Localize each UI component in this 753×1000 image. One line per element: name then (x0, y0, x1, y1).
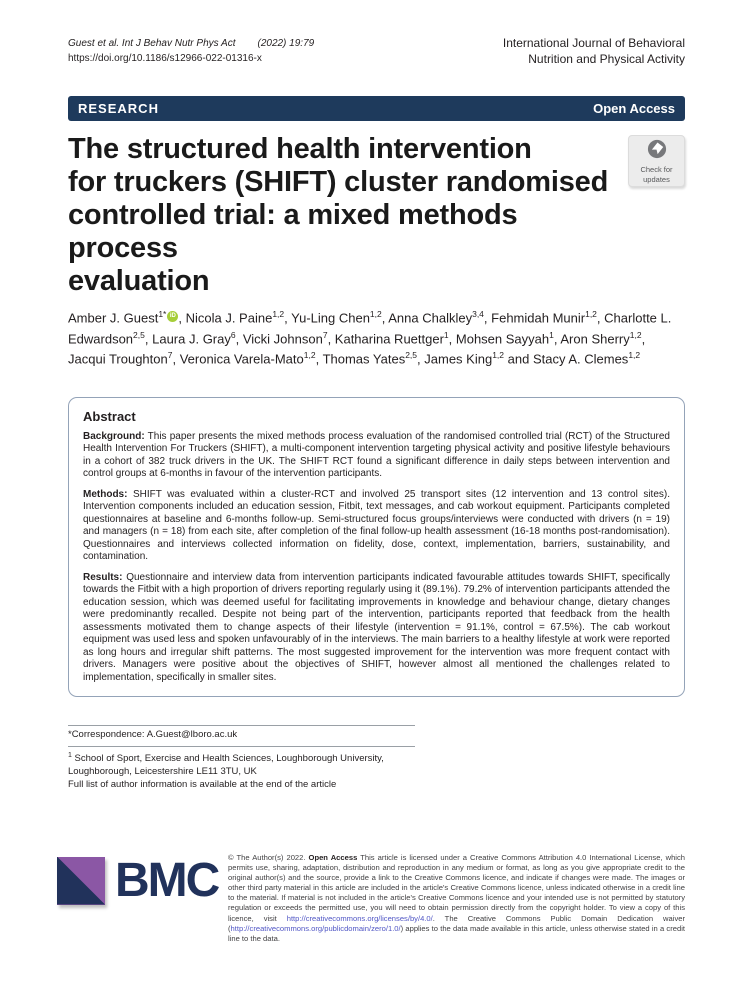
citation-volume: (2022) 19:79 (257, 38, 315, 49)
page-header (68, 36, 685, 67)
author-name: Thomas Yates (322, 351, 406, 367)
citation-text: Guest et al. Int J Behav Nutr Phys Act (68, 38, 236, 49)
author-name: Anna Chalkley (388, 310, 473, 326)
bmc-logo-triangle (57, 857, 105, 905)
abstract-background-label: Background: (83, 430, 145, 442)
abstract-results-label: Results: (83, 571, 123, 583)
author-name: Amber J. Guest (68, 310, 159, 326)
copyright-body3: ) applies to the data made available in this article, unless otherwise stated in a credit line to the data. (228, 923, 685, 943)
author-name: Nicola J. Paine (185, 310, 273, 326)
title-line-3: controlled trial: a mixed methods process (68, 199, 518, 265)
author-affiliation-sup: 1,2 (492, 349, 505, 360)
affiliation-sup: 1 (68, 752, 72, 760)
copyright-body1: This article is licensed under a Creative Commons Attribution 4.0 International License, which permits use, sharing, adaptation, distribution and reproduction in any medium or format, as long as you give appropriate credit to the original author(s) and the source, provide a link to the Creative Commons licence, and indicate if changes were made. The images or other third party material in this article are included in the article's Creative Commons licence, unless indicated otherwise in a credit line to the material. If material is not included in the article's Creative Commons licence and your intended use is not permitted by statutory regulation or exceeds the permitted use, you will need to obtain permission directly from the copyright holder. To view a copy of this licence, visit (228, 853, 686, 923)
author-name: Stacy A. Clemes (532, 351, 629, 367)
title-line-2: for truckers (SHIFT) cluster randomised (68, 166, 609, 199)
author-affiliation-sup: 3,4 (472, 309, 484, 320)
journal-name-line1: International Journal of Behavioral (502, 36, 685, 50)
author-affiliation-sup: 1,2 (272, 309, 285, 320)
orcid-icon[interactable]: iD (167, 311, 178, 322)
journal-name-line2: Nutrition and Physical Activity (528, 51, 685, 66)
author-affiliation-sup: 2,5 (405, 349, 418, 360)
bmc-logo-text: BMC (115, 854, 219, 907)
author-name: James King (424, 351, 493, 367)
abstract-methods-text: SHIFT was evaluated within a cluster-RCT and involved 25 transport sites (12 intervention and 13 control sites). Intervention components included an education session, Fitbit, text messages, and cab workout equipment. Participants completed questionnaires at baseline and 6-months follow-up. Semi-structured focus groups/interviews were conducted with drivers (n = 19) and managers (n = 18) from each site, after completion of the final follow-up health assessment (16-18 months post-randomisation). Questionnaires and interviews collected information on fidelity, dose, context, implementation, barriers, sustainability, and contamination. (83, 488, 670, 563)
author-affiliation-sup: 7 (167, 349, 173, 360)
author-name: Charlotte L. Edwardson (68, 310, 672, 346)
author-affiliation-sup: 1,2 (303, 349, 316, 360)
author-name: Mohsen Sayyah (455, 330, 550, 346)
citation-line (68, 36, 314, 51)
author-affiliation-sup: 1,2 (629, 329, 642, 340)
title-line-1: The structured health intervention (68, 133, 532, 166)
author-affiliation-sup: 1,2 (628, 349, 641, 360)
author-affiliation-sup: 1,2 (369, 309, 382, 320)
title-row (68, 133, 685, 298)
author-affiliation-sup: 7 (322, 329, 328, 340)
citation-block (68, 36, 314, 66)
author-name: Katharina Ruettger (334, 330, 444, 346)
correspondence-line (68, 726, 415, 746)
author-name: Vicki Johnson (242, 330, 323, 346)
article-type-banner (68, 96, 685, 121)
author-name: Fehmidah Munir (491, 310, 586, 326)
affiliation-note (68, 747, 415, 779)
author-name: Aron Sherry (560, 330, 630, 346)
author-name: Jacqui Troughton (68, 351, 168, 367)
footnote-block (68, 725, 415, 791)
author-name: Laura J. Gray (152, 330, 231, 346)
abstract-box (68, 397, 685, 698)
doi-link[interactable]: https://doi.org/10.1186/s12966-022-01316-x (68, 53, 262, 64)
author-affiliation-sup: 6 (230, 329, 236, 340)
copyright-pre: © The Author(s) 2022. (228, 853, 309, 862)
copyright-body2: . The Creative Commons Public Domain Dedication waiver ( (228, 913, 685, 933)
correspondence-email-link[interactable]: A.Guest@lboro.ac.uk (146, 729, 238, 741)
affiliation-text: School of Sport, Exercise and Health Sciences, Loughborough University, Loughborough, Leicestershire LE11 3TU, UK (68, 753, 384, 778)
author-affiliation-sup: 1 (443, 329, 449, 340)
copyright-notice (228, 853, 685, 944)
check-badge-line1: Check for (640, 164, 673, 174)
abstract-heading: Abstract (83, 408, 136, 424)
article-title (68, 133, 628, 298)
author-affiliation-sup: 1,2 (585, 309, 597, 320)
abstract-methods (83, 489, 670, 564)
bmc-logo (57, 853, 228, 908)
abstract-methods-label: Methods: (83, 488, 128, 500)
abstract-results (83, 572, 670, 685)
full-list-note: Full list of author information is available at the end of the article (68, 779, 337, 791)
author-name: Veronica Varela-Mato (179, 351, 304, 367)
abstract-background-text: This paper presents the mixed methods process evaluation of the randomised controlled trial (RCT) of the Structured Health Intervention For Truckers (SHIFT), a multi-component intervention targeting physical activity and positive lifestyle behaviours in a cohort of 382 truck drivers in the UK. The SHIFT RCT found a significant difference in daily steps between intervention and control groups at 6-months in favour of the intervention participants. (83, 430, 670, 480)
publisher-footer (57, 853, 685, 944)
bmc-logo-icon (57, 857, 105, 905)
author-name: Yu-Ling Chen (291, 310, 370, 326)
abstract-background (83, 431, 670, 481)
author-list: Amber J. Guest$^{1*}$ iD , Nicola J. Paine$^{1,2}$, Yu-Ling Chen$^{1,2}$, Anna Chalkley$^{3,4}$, Fehmidah Munir$^{1,2}$, Charlotte L. Edwardson$^{2,5}$, Laura J. Gray$^6$, Vicki Johnson$^7$, Katharina Ruettger$^1$, Mohsen Sayyah$^1$, Aron Sherry$^{1,2}$, Jacqui Troughton$^7$, Veronica Varela-Mato$^{1,2}$, Thomas Yates$^{2,5}$, James King$^{1,2}$ and Stacy A. Clemes$^{1,2}$ (68, 309, 672, 367)
journal-name (503, 36, 685, 67)
author-affiliation-sup: 2,5 (133, 329, 145, 340)
cc-by-license-link[interactable]: http://creativecommons.org/licenses/by/4.0/ (286, 913, 433, 923)
check-badge-line2: updates (643, 174, 670, 184)
author-affiliation-sup: 1 (549, 329, 554, 340)
crossmark-icon (647, 139, 667, 164)
cc-zero-link[interactable]: http://creativecommons.org/publicdomain/zero/1.0/ (230, 923, 401, 933)
open-access-label: Open Access (593, 101, 675, 117)
check-for-updates-badge[interactable] (628, 135, 685, 187)
article-type-label: RESEARCH (78, 101, 159, 117)
abstract-results-text: Questionnaire and interview data from intervention participants indicated favourable attitudes towards SHIFT, specifically towards the Fitbit with a high proportion of drivers reporting regularly using it (89.1%). 79.2% of intervention participants attended the education session, which was deemed useful for facilitating improvements in knowledge and behaviour change, dietary changes were predominantly recalled. Despite not being part of the intervention, participants reported that feedback from the health assessments motivated them to change aspects of their lifestyle (intervention = 91.1%, control = 67.5%). The cab workout equipment was used less and spoken unfavourably of in the interviews. The main barriers to a healthy lifestyle at work were reported as long hours and irregular shift patterns. The most suggested improvement for the intervention was more frequent contact with drivers. Managers were positive about the objectives of SHIFT, however almost all mentioned the challenges related to implementation, specifically in smaller sites. (83, 571, 671, 683)
correspondence-label: *Correspondence: (68, 729, 145, 741)
title-line-4: evaluation (68, 265, 210, 298)
author-affiliation-sup: 1* (158, 309, 167, 320)
copyright-open-access: Open Access (308, 853, 358, 862)
